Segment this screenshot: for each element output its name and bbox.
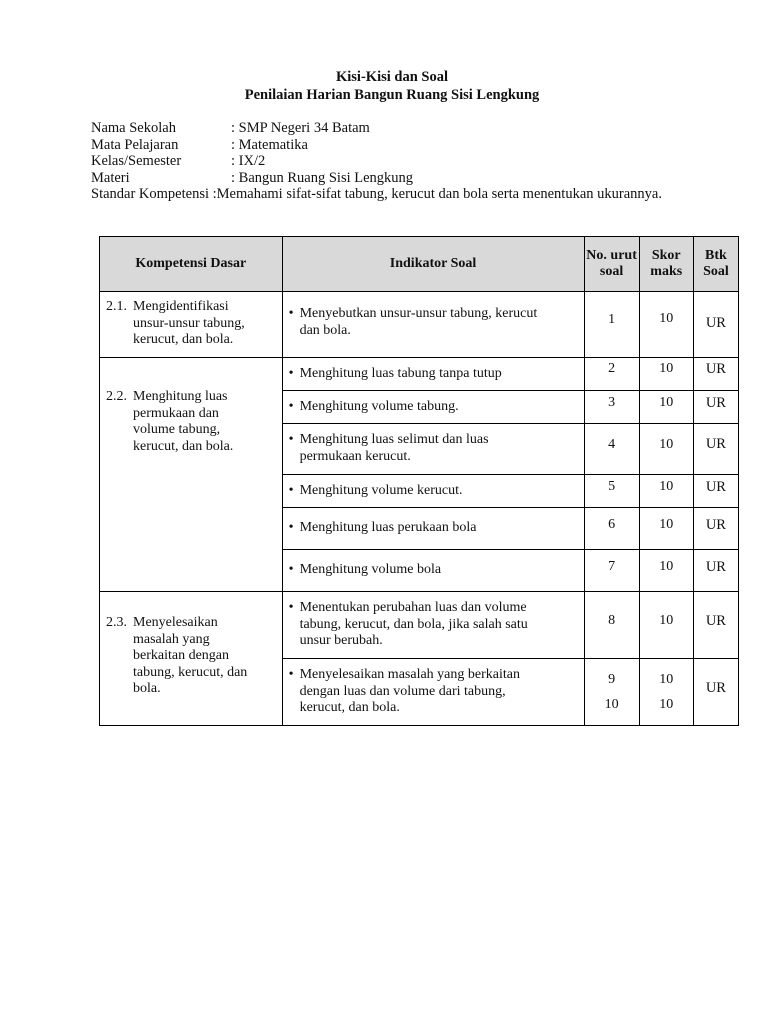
indikator-cell (282, 508, 584, 550)
btk-cell: UR (693, 292, 738, 358)
indikator-text-line: Menentukan perubahan luas dan volume (299, 600, 527, 615)
standar-value: :Memahami sifat-sifat tabung, kerucut dan bola serta menentukan ukurannya. (212, 186, 662, 202)
indikator-text-line: Menghitung luas perukaan bola (299, 520, 477, 535)
kd-text-line: permukaan dan (133, 405, 219, 421)
bullet-icon: • (288, 562, 294, 577)
btk-cell: UR (693, 592, 738, 659)
info-block (91, 120, 695, 186)
header-skor-maks: Skor maks (639, 237, 693, 292)
standar-kompetensi (91, 186, 694, 203)
bullet-icon: • (288, 306, 294, 321)
info-value: : IX/2 (231, 153, 266, 169)
indikator-cell (282, 592, 584, 659)
no-urut-cell: 7 (584, 550, 639, 592)
indikator-text-line: Menyelesaikan masalah yang berkaitan (299, 667, 520, 682)
kisi-kisi-table (99, 236, 739, 726)
info-row-class (91, 153, 695, 170)
indikator-cell (282, 550, 584, 592)
bullet-icon: • (288, 399, 294, 414)
table-row (100, 592, 739, 659)
skor-cell: 10 (639, 508, 693, 550)
kd-text-line: tabung, kerucut, dan (133, 664, 248, 680)
document-title: Kisi-Kisi dan Soal (335, 69, 448, 85)
no-urut-cell: 3 (584, 391, 639, 424)
skor-cell: 10 (639, 550, 693, 592)
info-value: : Matematika (231, 136, 308, 153)
table-header-row (100, 237, 739, 292)
indikator-text-line: permukaan kerucut. (299, 448, 411, 464)
indikator-text-line: dengan luas dan volume dari tabung, (299, 683, 506, 699)
indikator-text-line: Menyebutkan unsur-unsur tabung, kerucut (299, 306, 538, 321)
kd-text-line: Menghitung luas (133, 389, 228, 404)
kd-text-line: volume tabung, (133, 422, 221, 437)
info-label: Kelas/Semester (91, 153, 182, 169)
skor-value: 10 (659, 672, 674, 687)
indikator-cell (282, 358, 584, 391)
indikator-cell (282, 391, 584, 424)
kd-text-line: berkaitan dengan (133, 648, 230, 663)
header-kompetensi-dasar: Kompetensi Dasar (100, 237, 283, 292)
info-value: : Bangun Ruang Sisi Lengkung (231, 169, 414, 186)
no-urut-cell: 4 (584, 424, 639, 475)
kd-text-line: unsur-unsur tabung, (133, 315, 245, 331)
kd-cell (100, 592, 283, 726)
indikator-text-line: Menghitung volume kerucut. (299, 483, 463, 498)
indikator-cell (282, 659, 584, 726)
skor-cell: 10 (639, 424, 693, 475)
kd-cell (100, 292, 283, 358)
bullet-icon: • (288, 600, 294, 615)
btk-cell: UR (693, 358, 738, 391)
indikator-text-line: dan bola. (299, 322, 351, 338)
info-label: Materi (91, 169, 130, 186)
kd-number: 2.1. (106, 299, 127, 314)
kd-text-line: Mengidentifikasi (133, 299, 229, 314)
kd-text-line: masalah yang (133, 631, 210, 647)
info-label: Mata Pelajaran (91, 136, 179, 153)
header-btk-soal: Btk Soal (693, 237, 738, 292)
btk-cell: UR (693, 550, 738, 592)
indikator-text-line: Menghitung volume bola (299, 562, 442, 577)
no-urut-cell: 8 (584, 592, 639, 659)
skor-cell: 10 (639, 592, 693, 659)
kd-number: 2.3. (106, 615, 127, 630)
bullet-icon: • (288, 483, 294, 498)
kd-text-line: kerucut, dan bola. (133, 332, 234, 347)
no-urut-value: 10 (604, 697, 619, 712)
btk-cell: UR (693, 424, 738, 475)
bullet-icon: • (288, 432, 294, 447)
skor-cell: 10 (639, 358, 693, 391)
header-indikator-soal: Indikator Soal (282, 237, 584, 292)
bullet-icon: • (288, 520, 294, 535)
skor-cell: 10 (639, 292, 693, 358)
no-urut-cell: 2 (584, 358, 639, 391)
kd-text-line: kerucut, dan bola. (133, 438, 234, 454)
skor-cell (639, 659, 693, 726)
document-subtitle: Penilaian Harian Bangun Ruang Sisi Lengkung (244, 87, 540, 103)
no-urut-cell: 1 (584, 292, 639, 358)
btk-cell: UR (693, 659, 738, 726)
header-no-urut-soal: No. urut soal (584, 237, 639, 292)
info-value: : SMP Negeri 34 Batam (231, 120, 370, 136)
btk-cell: UR (693, 475, 738, 508)
indikator-text-line: kerucut, dan bola. (299, 700, 400, 715)
info-row-subject (91, 137, 695, 154)
btk-cell: UR (693, 508, 738, 550)
kd-cell (100, 358, 283, 592)
indikator-cell (282, 475, 584, 508)
kd-text-line: bola. (133, 681, 161, 696)
kd-text-line: Menyelesaikan (133, 615, 218, 630)
skor-value: 10 (659, 697, 674, 712)
no-urut-cell (584, 659, 639, 726)
info-row-school (91, 120, 695, 137)
info-row-material (91, 170, 695, 187)
indikator-cell (282, 292, 584, 358)
standar-label: Standar Kompetensi (91, 186, 209, 202)
skor-cell: 10 (639, 391, 693, 424)
kd-number: 2.2. (106, 389, 127, 404)
bullet-icon: • (288, 667, 294, 682)
no-urut-value: 9 (608, 672, 616, 687)
no-urut-cell: 6 (584, 508, 639, 550)
no-urut-cell: 5 (584, 475, 639, 508)
table-row (100, 358, 739, 391)
indikator-cell (282, 424, 584, 475)
info-label: Nama Sekolah (91, 120, 176, 136)
indikator-text-line: Menghitung volume tabung. (299, 399, 459, 414)
skor-cell: 10 (639, 475, 693, 508)
indikator-text-line: unsur berubah. (299, 633, 383, 648)
table-row (100, 292, 739, 358)
btk-cell: UR (693, 391, 738, 424)
bullet-icon: • (288, 366, 294, 381)
indikator-text-line: tabung, kerucut, dan bola, jika salah satu (299, 616, 528, 632)
indikator-text-line: Menghitung luas selimut dan luas (299, 432, 489, 447)
indikator-text-line: Menghitung luas tabung tanpa tutup (299, 366, 502, 381)
